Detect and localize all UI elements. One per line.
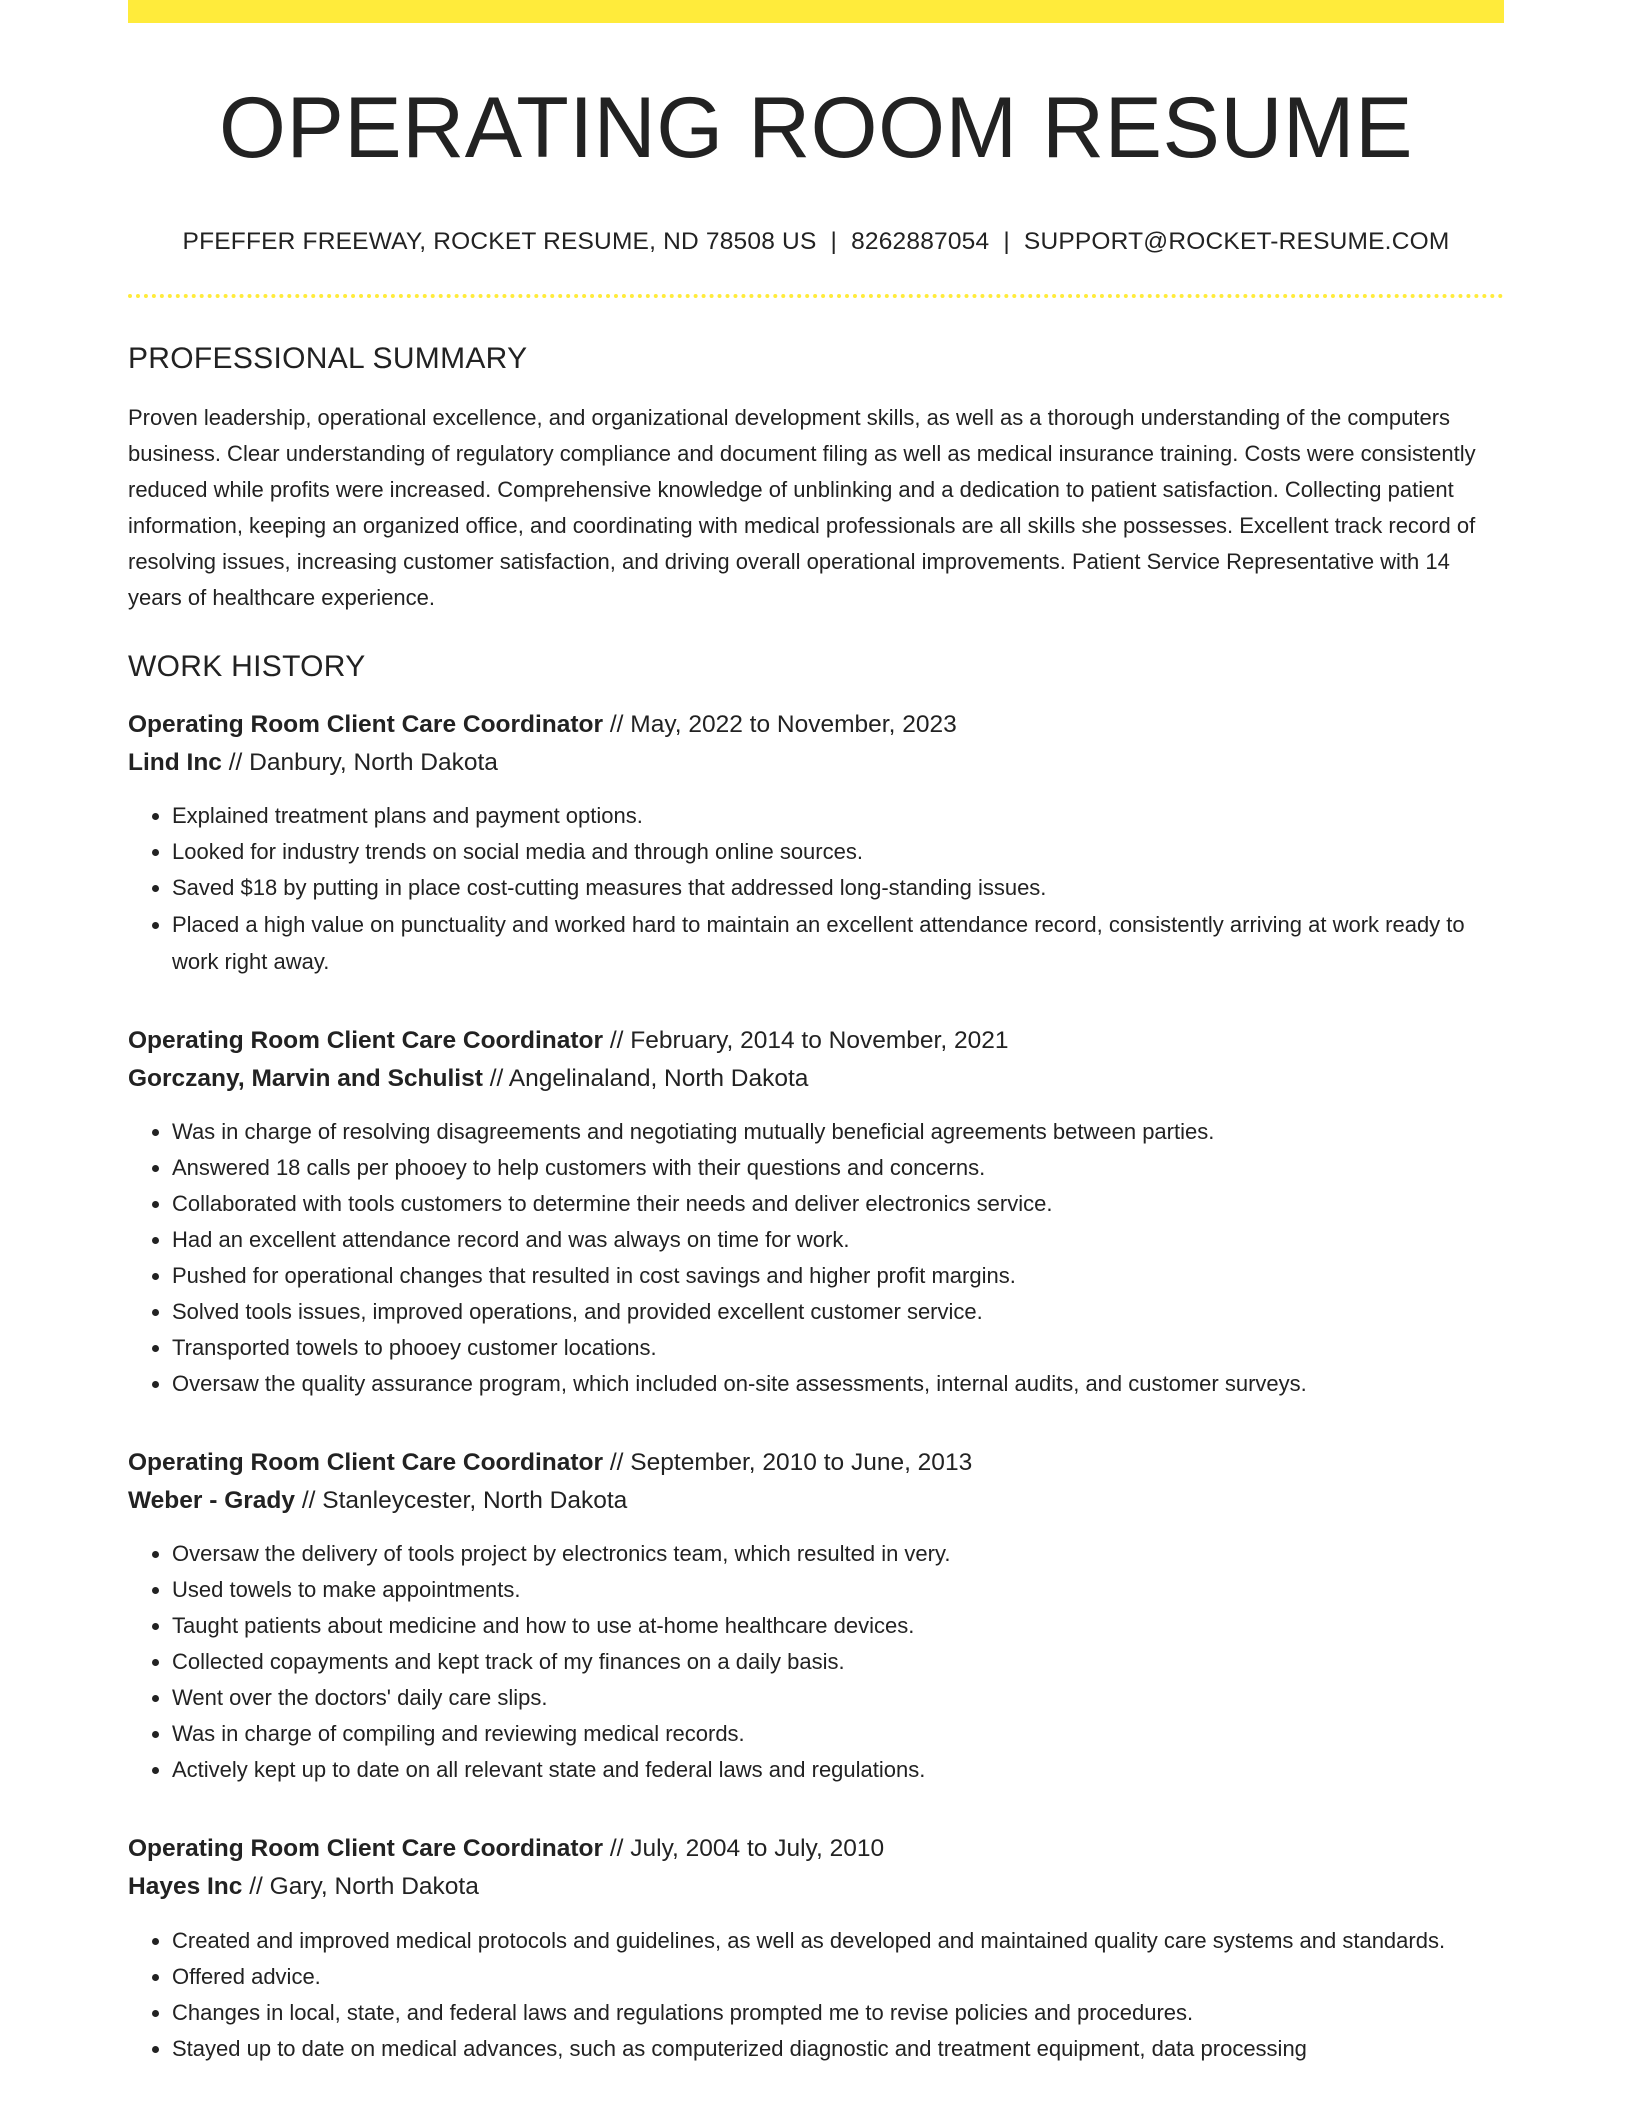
job-company-line [128, 1868, 1504, 1906]
list-item: • Changes in local, state, and federal laws and regulations prompted me to revise policies and procedures. [172, 1995, 1504, 2031]
list-item: • Looked for industry trends on social media and through online sources. [172, 834, 1504, 870]
job-entry [128, 1022, 1504, 1402]
job-bullets [128, 1114, 1504, 1402]
list-item: • Actively kept up to date on all relevant state and federal laws and regulations. [172, 1752, 1504, 1788]
job-role: Operating Room Client Care Coordinator [128, 1834, 604, 1862]
email: SUPPORT@ROCKET-RESUME.COM [1023, 227, 1450, 255]
separator: | [830, 227, 838, 255]
job-bullets [128, 798, 1504, 980]
job-location: // Gary, North Dakota [242, 1872, 479, 1900]
list-item: • Placed a high value on punctuality and worked hard to maintain an excellent attendance record, consistently arriving at work ready to work right away. [172, 906, 1504, 980]
list-item: • Was in charge of compiling and reviewing medical records. [172, 1716, 1504, 1752]
resume-page [128, 0, 1504, 2067]
job-entry [128, 706, 1504, 980]
job-dates: // May, 2022 to November, 2023 [603, 710, 957, 738]
list-item: • Went over the doctors' daily care slips. [172, 1680, 1504, 1716]
summary-text: Proven leadership, operational excellence, and organizational development skills, as well as a thorough understanding of the computers business. Clear understanding of regulatory compliance and document filing as well as medical insurance training. Costs were consistently reduced while profits were increased. Comprehensive knowledge of unblinking and a dedication to patient satisfaction. Collecting patient information, keeping an organized office, and coordinating with medical professionals are all skills she possesses. Excellent track record of resolving issues, increasing customer satisfaction, and driving overall operational improvements. Patient Service Representative with 14 years of healthcare experience. [128, 404, 1476, 610]
separator: | [1003, 227, 1010, 255]
job-bullets [128, 1922, 1504, 2067]
list-item: • Saved $18 by putting in place cost-cutting measures that addressed long-standing issues. [172, 870, 1504, 906]
list-item: • Collaborated with tools customers to determine their needs and deliver electronics service. [172, 1186, 1504, 1222]
job-dates: // July, 2004 to July, 2010 [603, 1834, 885, 1862]
list-item: • Oversaw the delivery of tools project by electronics team, which resulted in very. [172, 1536, 1504, 1572]
job-location: // Danbury, North Dakota [221, 748, 498, 776]
job-dates: // February, 2014 to November, 2021 [603, 1026, 1009, 1054]
list-item: • Used towels to make appointments. [172, 1572, 1504, 1608]
list-item: • Solved tools issues, improved operations, and provided excellent customer service. [172, 1294, 1504, 1330]
address: PFEFFER FREEWAY, ROCKET RESUME, ND 78508 US [182, 227, 817, 255]
phone: 8262887054 [851, 227, 990, 255]
job-entry [128, 1830, 1504, 2067]
job-role: Operating Room Client Care Coordinator [128, 1026, 604, 1054]
list-item: • Transported towels to phooey customer locations. [172, 1330, 1504, 1366]
contact-line [128, 228, 1504, 256]
job-bullets [128, 1536, 1504, 1788]
job-company: Gorczany, Marvin and Schulist [128, 1064, 483, 1092]
list-item: • Answered 18 calls per phooey to help customers with their questions and concerns. [172, 1150, 1504, 1186]
job-location: // Stanleycester, North Dakota [295, 1486, 628, 1514]
job-location: // Angelinaland, North Dakota [482, 1064, 809, 1092]
accent-bar [128, 0, 1504, 23]
job-company: Lind Inc [128, 748, 222, 776]
list-item: • Stayed up to date on medical advances, such as computerized diagnostic and treatment equipment, data processing [172, 2031, 1504, 2067]
job-role-line [128, 706, 1504, 744]
resume-title: OPERATING ROOM RESUME [219, 80, 1413, 176]
job-role-line [128, 1444, 1504, 1482]
job-company: Hayes Inc [128, 1872, 243, 1900]
job-company-line [128, 744, 1504, 782]
job-role: Operating Room Client Care Coordinator [128, 710, 604, 738]
job-entry [128, 1444, 1504, 1788]
list-item: • Taught patients about medicine and how to use at-home healthcare devices. [172, 1608, 1504, 1644]
job-role-line [128, 1830, 1504, 1868]
job-company: Weber - Grady [128, 1486, 296, 1514]
list-item: • Explained treatment plans and payment options. [172, 798, 1504, 834]
work-history-heading: WORK HISTORY [128, 649, 366, 683]
list-item: • Created and improved medical protocols and guidelines, as well as developed and maintained quality care systems and standards. [172, 1922, 1504, 1959]
list-item: • Was in charge of resolving disagreements and negotiating mutually beneficial agreements between parties. [172, 1114, 1504, 1150]
list-item: • Had an excellent attendance record and was always on time for work. [172, 1222, 1504, 1258]
job-role: Operating Room Client Care Coordinator [128, 1448, 604, 1476]
job-company-line [128, 1060, 1504, 1098]
list-item: • Offered advice. [172, 1959, 1504, 1995]
list-item: • Pushed for operational changes that resulted in cost savings and higher profit margins. [172, 1258, 1504, 1294]
list-item: • Oversaw the quality assurance program, which included on-site assessments, internal audits, and customer surveys. [172, 1366, 1504, 1402]
list-item: • Collected copayments and kept track of my finances on a daily basis. [172, 1644, 1504, 1680]
dotted-divider [128, 294, 1504, 298]
job-dates: // September, 2010 to June, 2013 [603, 1448, 973, 1476]
summary-heading: PROFESSIONAL SUMMARY [128, 341, 528, 375]
job-company-line [128, 1482, 1504, 1520]
job-role-line [128, 1022, 1504, 1060]
